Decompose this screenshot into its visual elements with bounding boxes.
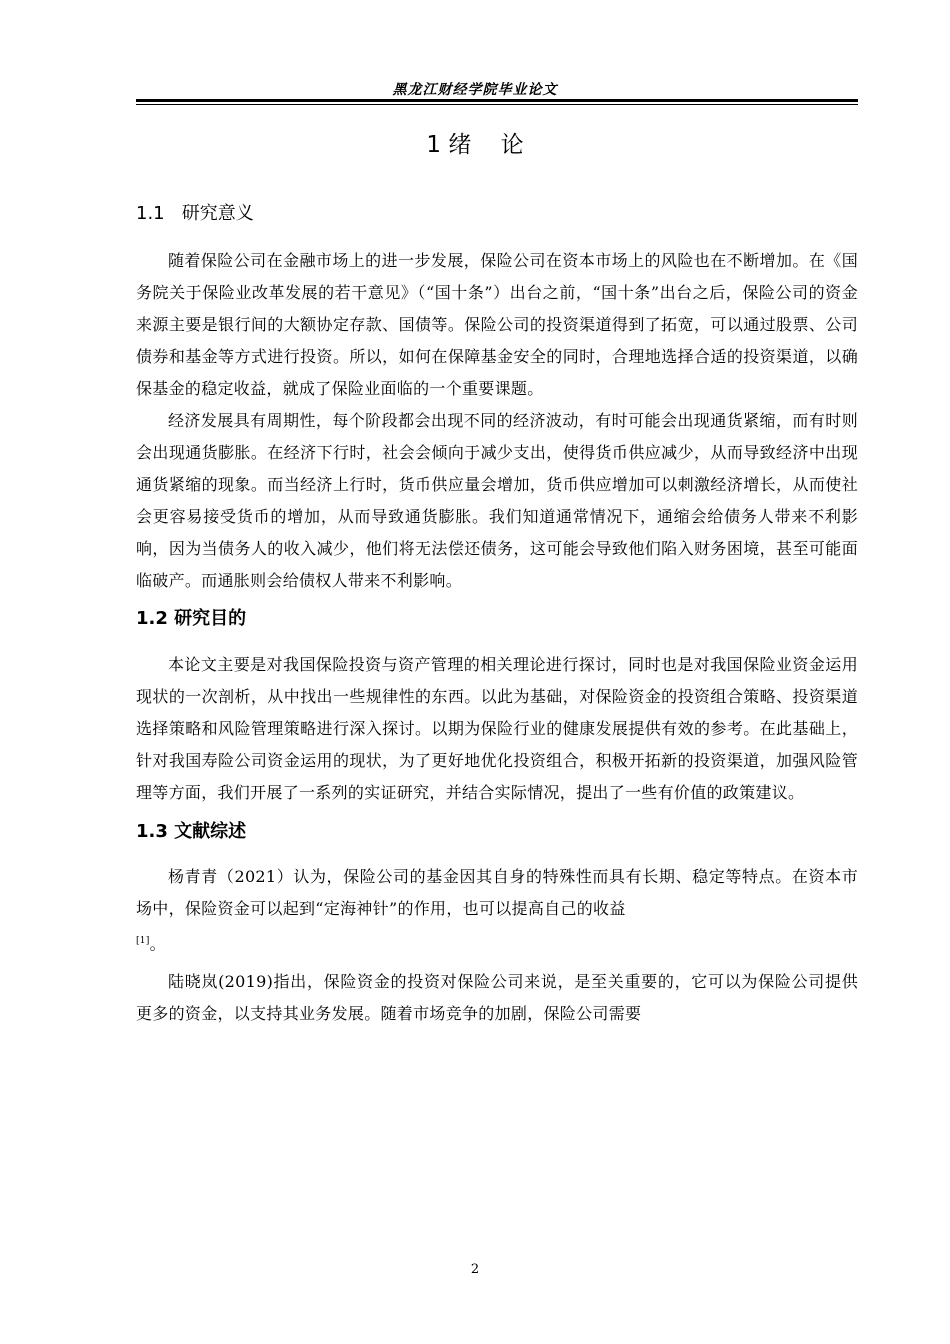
paragraph: 本论文主要是对我国保险投资与资产管理的相关理论进行探讨，同时也是对我国保险业资金运用现状的一次剖析，从中找出一些规律性的东西。以此为基础，对保险资金的投资组合策略、投资渠道选择策略和风险管理策略进行深入探讨。以期为保险行业的健康发展提供有效的参考。在此基础上，针对我国寿险公司资金运用的现状，为了更好地优化投资组合，积极开拓新的投资渠道，加强风险管理等方面，我们开展了一系列的实证研究，并结合实际情况，提出了一些有价值的政策建议。: [136, 655, 858, 802]
chapter-title: 1 绪 论: [426, 132, 524, 158]
section-heading-1-3: 1.3 文献综述: [136, 821, 247, 842]
page-number: 2: [470, 1262, 480, 1277]
paragraph: 陆晓岚(2019)指出，保险资金的投资对保险公司来说，是至关重要的，它可以为保险公司提供更多的资金，以支持其业务发展。随着市场竞争的加剧，保险公司需要: [136, 972, 858, 1024]
header-rule-thick: [136, 99, 858, 102]
paragraph: 经济发展具有周期性，每个阶段都会出现不同的经济波动，有时可能会出现通货紧缩，而有时则会出现通货膨胀。在经济下行时，社会会倾向于减少支出，使得货币供应减少，从而导致经济中出现通货紧缩的现象。而当经济上行时，货币供应量会增加，货币供应增加可以刺激经济增长，从而使社会更容易接受货币的增加，从而导致通货膨胀。我们知道通常情况下，通缩会给债务人带来不利影响，因为当债务人的收入减少，他们将无法偿还债务，这可能会导致他们陷入财务困境，甚至可能面临破产。而通胀则会给债权人带来不利影响。: [136, 411, 858, 590]
citation-tail: 。: [149, 934, 166, 954]
body-content: [136, 198, 858, 1030]
section-heading-1-1: 1.1 研究意义: [136, 203, 254, 224]
paragraph: 随着保险公司在金融市场上的进一步发展，保险公司在资本市场上的风险也在不断增加。在《国务院关于保险业改革发展的若干意见》（“国十条”）出台之前，“国十条”出台之后，保险公司的资金来源主要是银行间的大额协定存款、国债等。保险公司的投资渠道得到了拓宽，可以通过股票、公司债券和基金等方式进行投资。所以，如何在保障基金安全的同时，合理地选择合适的投资渠道，以确保基金的稳定收益，就成了保险业面临的一个重要课题。: [136, 251, 858, 398]
paragraph-text: 杨青青（2021）认为，保险公司的基金因其自身的特殊性而具有长期、稳定等特点。在资本市场中，保险资金可以起到“定海神针”的作用，也可以提高自己的收益: [136, 867, 858, 918]
header-rule-thin: [136, 104, 858, 105]
section-heading-1-2: 1.2 研究目的: [136, 608, 247, 629]
paragraph: [136, 861, 858, 960]
running-header: 黑龙江财经学院毕业论文: [392, 82, 558, 98]
citation-marker: [1]: [136, 936, 150, 946]
